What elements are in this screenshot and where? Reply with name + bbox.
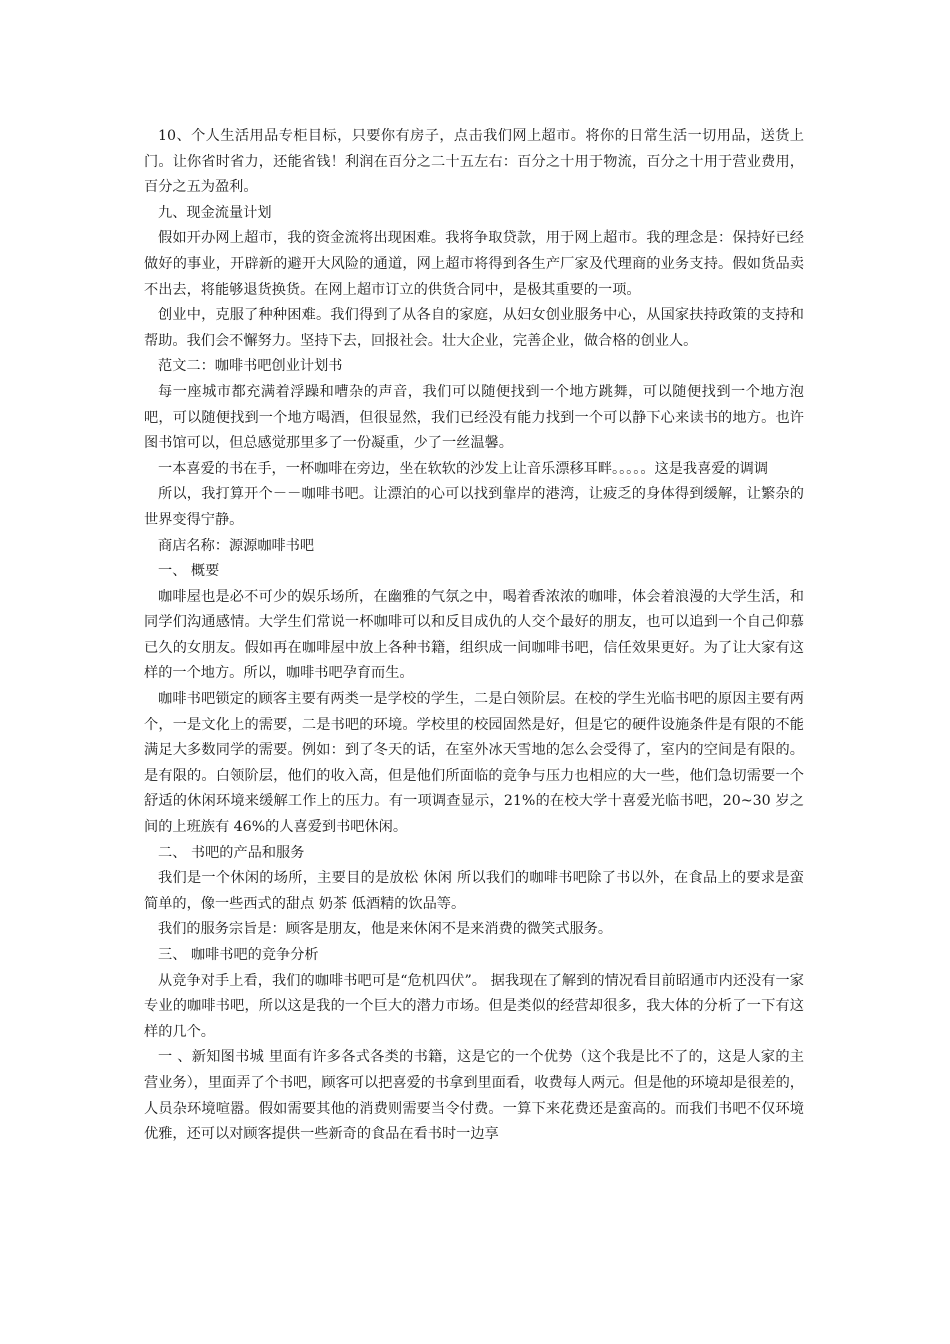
paragraph-open-cafe: 所以，我打算开个－－咖啡书吧。让漂泊的心可以找到靠岸的港湾，让疲乏的身体得到缓解，让繁杂的世界变得宁静。 [144,486,804,528]
paragraph-personal-goods-counter: 10、个人生活用品专柜目标，只要你有房子，点击我们网上超市。将你的日常生活一切用品，送货上门。让你省时省力，还能省钱！利润在百分之二十五左右：百分之十用于物流，百分之十用于营业费用，百分之五为盈利。 [144,128,804,196]
heading-competition: 三、 咖啡书吧的竞争分析 [158,947,319,963]
paragraph-entrepreneurship: 创业中，克服了种种困难。我们得到了从各自的家庭，从妇女创业服务中心，从国家扶持政策的支持和帮助。我们会不懈努力。坚持下去，回报社会。壮大企业，完善企业，做合格的创业人。 [144,307,804,349]
paragraph-competition: 从竞争对手上看，我们的咖啡书吧可是“危机四伏”。 据我现在了解到的情况看目前昭通市内还没有一家专业的咖啡书吧，所以这是我的一个巨大的潜力市场。但是类似的经营却很多，我大体的分析了一下有这样的几个。 [144,972,804,1040]
paragraph-service-purpose: 我们的服务宗旨是：顾客是朋友，他是来休闲不是来消费的微笑式服务。 [158,921,613,938]
paragraph-overview: 咖啡屋也是必不可少的娱乐场所，在幽雅的气氛之中，喝着香浓浓的咖啡，体会着浪漫的大学生活，和同学们沟通感情。大学生们常说一杯咖啡可以和反目成仇的人交个最好的朋友，也可以追到一个自己仰慕已久的女朋友。假如再在咖啡屋中放上各种书籍，组织成一间咖啡书吧，信任效果更好。为了让大家有这样的一个地方。所以，咖啡书吧孕育而生。 [144,588,804,682]
paragraph-city-noise: 每一座城市都充满着浮躁和嘈杂的声音，我们可以随便找到一个地方跳舞，可以随便找到一个地方泡吧，可以随便找到一个地方喝酒，但很显然，我们已经没有能力找到一个可以静下心来读书的地方。也许图书馆可以，但总感觉那里多了一份凝重，少了一丝温馨。 [144,383,804,452]
heading-overview: 一、 概要 [158,563,220,580]
paragraph-xinzhi-bookstore: 一 、新知图书城 里面有许多各式各类的书籍，这是它的一个优势（这个我是比不了的，这是人家的主营业务），里面弄了个书吧，顾客可以把喜爱的书拿到里面看，收费每人两元。但是他的环境却是很差的，人员杂环境喧嚣。假如需要其他的消费则需要当令付费。一算下来花费还是蛮高的。而我们书吧不仅环境优雅，还可以对顾客提供一些新奇的食品在看书时一边享 [144,1049,804,1143]
paragraph-favorite-book: 一本喜爱的书在手，一杯咖啡在旁边，坐在软软的沙发上让音乐漂移耳畔。。。。。这是我喜爱的调调 [158,460,769,477]
heading-products-services: 二、 书吧的产品和服务 [158,844,305,861]
heading-sample-two: 范文二：咖啡书吧创业计划书 [158,358,343,375]
paragraph-cash-flow: 假如开办网上超市，我的资金流将出现困难。我将争取贷款，用于网上超市。我的理念是：保持好已经做好的事业，开辟新的避开大风险的通道，网上超市将得到各生产厂家及代理商的业务支持。假如货品卖不出去，将能够退货换货。在网上超市订立的供货合同中，是极其重要的一项。 [144,230,804,298]
paragraph-products: 我们是一个休闲的场所，主要目的是放松 休闲 所以我们的咖啡书吧除了书以外，在食品上的要求是蛮简单的，像一些西式的甜点 奶茶 低酒精的饮品等。 [144,870,804,912]
paragraph-target-customers: 咖啡书吧锁定的顾客主要有两类一是学校的学生，二是白领阶层。在校的学生光临书吧的原因主要有两个，一是文化上的需要，二是书吧的环境。学校里的校园固然是好，但是它的硬件设施条件是有限的不能满足大多数同学的需要。例如：到了冬天的话，在室外冰天雪地的怎么会受得了，室内的空间是有限的。是有限的。白领阶层，他们的收入高，但是他们所面临的竞争与压力也相应的大一些，他们急切需要一个舒适的休闲环境来缓解工作上的压力。有一项调查显示，21%的在校大学十喜爱光临书吧，20~30 岁之间的上班族有 46%的人喜爱到书吧休闲。 [144,691,804,836]
shop-name: 商店名称：源源咖啡书吧 [158,537,315,554]
document-body [144,124,804,1148]
heading-cash-flow-plan: 九、现金流量计划 [158,204,272,221]
